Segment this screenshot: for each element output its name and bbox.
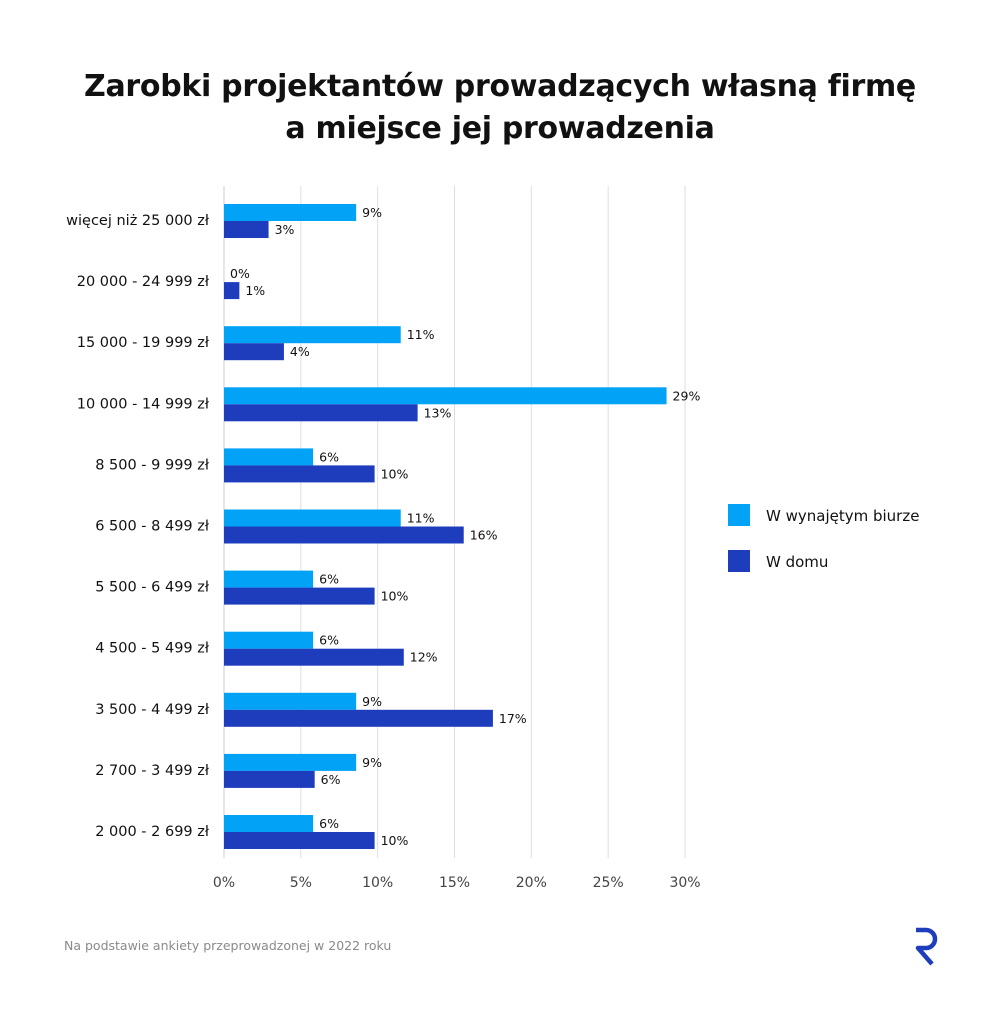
bar-home bbox=[224, 649, 404, 666]
category-label: 15 000 - 19 999 zł bbox=[76, 335, 209, 352]
chart-title-line-1: Zarobki projektantów prowadzących własną firmę bbox=[84, 69, 916, 104]
bar-office bbox=[224, 693, 356, 710]
bar-office bbox=[224, 387, 667, 404]
bar-office bbox=[224, 632, 313, 649]
category-label: 10 000 - 14 999 zł bbox=[76, 396, 209, 413]
x-tick-label: 20% bbox=[515, 875, 547, 891]
data-label: 0% bbox=[230, 266, 250, 282]
data-label: 13% bbox=[423, 405, 452, 421]
bar-office bbox=[224, 571, 313, 588]
bar-home bbox=[224, 282, 239, 299]
bar-office bbox=[224, 815, 313, 832]
bar-office bbox=[224, 326, 401, 343]
data-label: 1% bbox=[245, 283, 266, 299]
data-label: 11% bbox=[406, 510, 435, 526]
bar-home bbox=[224, 527, 464, 544]
data-label: 11% bbox=[406, 327, 435, 343]
category-label: 3 500 - 4 499 zł bbox=[95, 701, 209, 718]
x-tick-label: 15% bbox=[438, 875, 471, 891]
category-label: 20 000 - 24 999 zł bbox=[76, 274, 209, 291]
footnote: Na podstawie ankiety przeprowadzonej w 2022 roku bbox=[64, 938, 392, 953]
bar-office bbox=[224, 204, 356, 221]
x-tick-label: 5% bbox=[289, 875, 312, 891]
x-tick-label: 0% bbox=[212, 875, 236, 891]
bar-home bbox=[224, 465, 375, 482]
data-label: 4% bbox=[289, 344, 310, 360]
x-tick-label: 25% bbox=[592, 875, 624, 891]
category-label: 5 500 - 6 499 zł bbox=[95, 579, 209, 596]
category-label: 6 500 - 8 499 zł bbox=[95, 518, 209, 535]
bar-home bbox=[224, 404, 418, 421]
bar-home bbox=[224, 832, 375, 849]
data-label: 10% bbox=[380, 833, 409, 848]
data-label: 29% bbox=[672, 388, 701, 404]
bar-home bbox=[224, 771, 315, 788]
r-logo-icon bbox=[908, 926, 942, 972]
data-label: 9% bbox=[362, 205, 382, 220]
bar-home bbox=[224, 710, 493, 727]
data-label: 12% bbox=[409, 649, 438, 665]
bar-office bbox=[224, 510, 401, 527]
data-label: 9% bbox=[362, 693, 382, 709]
data-label: 16% bbox=[469, 527, 498, 543]
data-label: 17% bbox=[498, 710, 527, 726]
bar-home bbox=[224, 588, 375, 605]
legend-swatch-office bbox=[728, 504, 750, 526]
bar-home bbox=[224, 221, 269, 238]
category-label: 2 700 - 3 499 zł bbox=[95, 762, 209, 779]
data-label: 6% bbox=[319, 632, 339, 648]
data-label: 10% bbox=[380, 588, 409, 604]
data-label: 6% bbox=[320, 771, 341, 787]
x-tick-label: 30% bbox=[669, 875, 701, 891]
data-label: 3% bbox=[274, 222, 295, 237]
category-label: 8 500 - 9 999 zł bbox=[95, 457, 209, 474]
data-label: 6% bbox=[319, 816, 339, 831]
category-label: więcej niż 25 000 zł bbox=[66, 213, 209, 229]
legend-label: W wynajętym biurze bbox=[766, 507, 920, 525]
legend-label: W domu bbox=[766, 553, 829, 571]
bar-office bbox=[224, 448, 313, 465]
category-label: 4 500 - 5 499 zł bbox=[95, 640, 209, 657]
data-label: 6% bbox=[319, 449, 339, 465]
data-label: 9% bbox=[362, 754, 382, 770]
x-tick-label: 10% bbox=[362, 875, 394, 891]
legend-swatch-home bbox=[728, 550, 750, 572]
bar-office bbox=[224, 754, 356, 771]
data-label: 10% bbox=[380, 466, 409, 482]
bar-home bbox=[224, 343, 284, 360]
data-label: 6% bbox=[319, 571, 339, 587]
chart-title-line-2: a miejsce jej prowadzenia bbox=[285, 111, 715, 146]
category-label: 2 000 - 2 699 zł bbox=[95, 824, 209, 840]
